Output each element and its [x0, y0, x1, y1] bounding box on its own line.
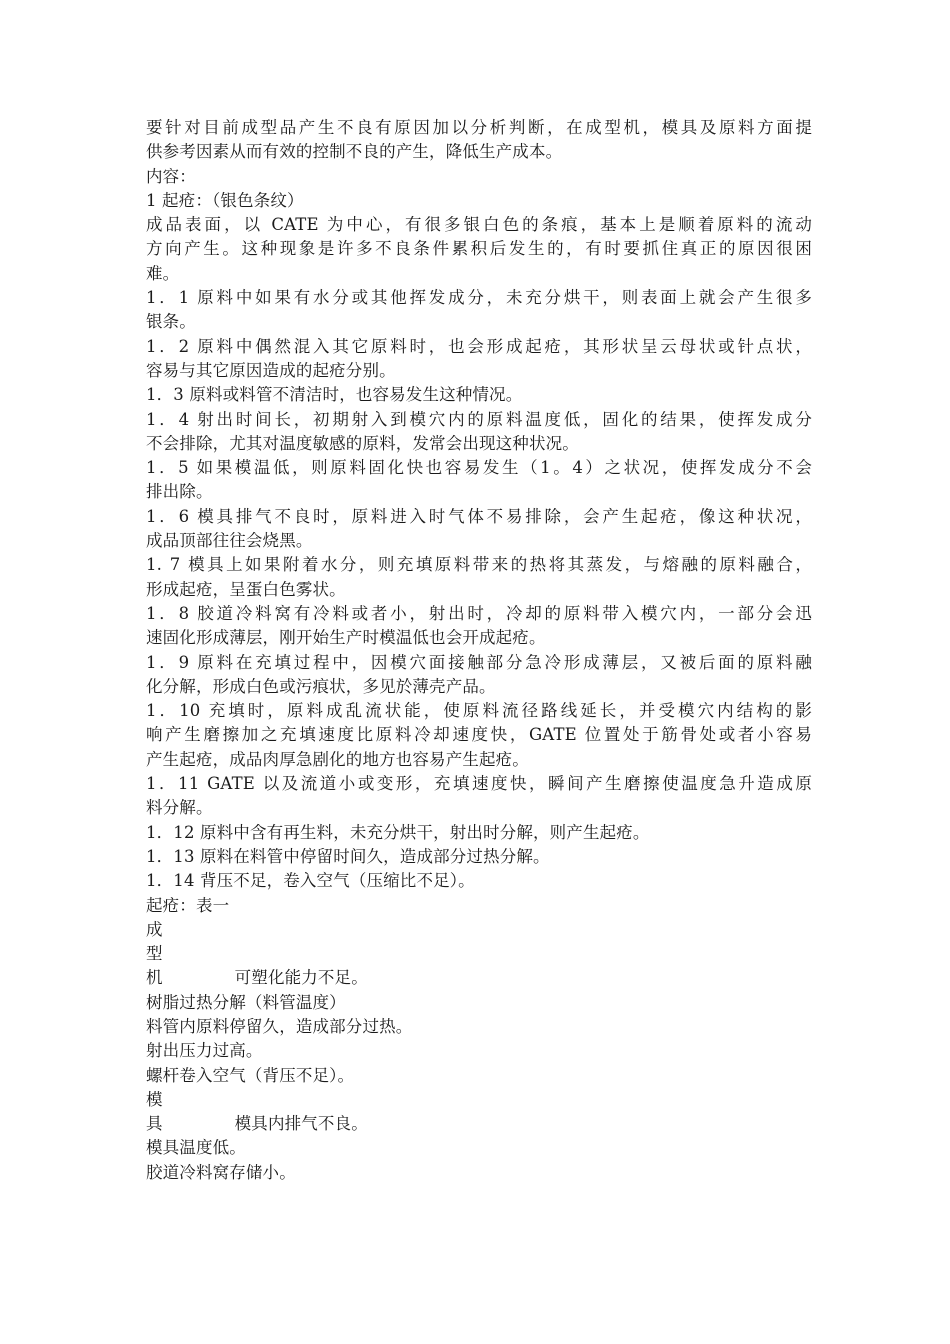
cause-item: 螺杆卷入空气（背压不足）。	[146, 1065, 355, 1085]
mold-row	[146, 1112, 812, 1136]
cause-item: 料管内原料停留久，造成部分过热。	[146, 1016, 413, 1036]
text-line: 容易与其它原因造成的起疮分别。	[146, 360, 396, 380]
text-line: 化分解，形成白色或污痕状，多见於薄壳产品。	[146, 676, 496, 696]
text-line: 1．12 原料中含有再生料，未充分烘干，射出时分解，则产生起疮。	[146, 822, 650, 842]
text-line: 成品顶部往往会烧黑。	[146, 531, 313, 551]
table-title: 起疮：表一	[146, 895, 230, 915]
machine-row	[146, 966, 812, 990]
text-line: 1．5 如果模温低，则原料固化快也容易发生（1。4）之状况，使挥发成分不会	[146, 458, 812, 478]
cause-item: 模具温度低。	[146, 1138, 246, 1158]
text-line: 1．3 原料或料管不清洁时，也容易发生这种情况。	[146, 385, 523, 405]
text-line: 内容：	[146, 166, 196, 186]
text-line: 1．14 背压不足，卷入空气（压缩比不足）。	[146, 871, 475, 891]
text-line: 方向产生。这种现象是许多不良条件累积后发生的，有时要抓住真正的原因很困	[146, 239, 812, 259]
text-line: 难。	[146, 263, 180, 283]
text-line: 形成起疮，呈蛋白色雾状。	[146, 579, 346, 599]
text-line: 供参考因素从而有效的控制不良的产生，降低生产成本。	[146, 142, 563, 162]
text-line: 银条。	[146, 312, 196, 332]
text-line: 成品表面，以 CATE 为中心，有很多银白色的条痕，基本上是顺着原料的流动	[146, 215, 812, 235]
document-page	[146, 116, 812, 1185]
text-line: 1．10 充填时，原料成乱流状能，使原料流径路线延长，并受模穴内结构的影	[146, 701, 812, 721]
category-label-char: 模	[146, 1089, 163, 1109]
category-label-char: 成	[146, 919, 163, 939]
text-line: 1．9 原料在充填过程中，因模穴面接触部分急冷形成薄层，又被后面的原料融	[146, 652, 812, 672]
cause-item: 胶道冷料窝存储小。	[146, 1162, 296, 1182]
text-line: 1．8 胶道冷料窝有冷料或者小，射出时，冷却的原料带入模穴内，一部分会迅	[146, 603, 812, 623]
section-heading: 1 起疮：（银色条纹）	[146, 190, 304, 210]
text-line: 1．6 模具排气不良时，原料进入时气体不易排除，会产生起疮，像这种状况，	[146, 506, 812, 526]
text-line: 料分解。	[146, 798, 213, 818]
text-line: 1. 7 模具上如果附着水分，则充填原料带来的热将其蒸发，与熔融的原料融合，	[146, 555, 812, 575]
text-line: 响产生磨擦加之充填速度比原料冷却速度快，GATE 位置处于筋骨处或者小容易	[146, 725, 812, 745]
text-line: 要针对目前成型品产生不良有原因加以分析判断，在成型机，模具及原料方面提	[146, 118, 812, 137]
cause-item: 树脂过热分解（料管温度）	[146, 992, 346, 1012]
text-line: 排出除。	[146, 482, 213, 502]
cause-item: 射出压力过高。	[146, 1041, 263, 1061]
text-line: 1．13 原料在料管中停留时间久，造成部分过热分解。	[146, 846, 550, 866]
text-line: 1．11 GATE 以及流道小或变形，充填速度快，瞬间产生磨擦使温度急升造成原	[146, 774, 812, 794]
text-line: 1．2 原料中偶然混入其它原料时，也会形成起疮，其形状呈云母状或针点状，	[146, 336, 812, 356]
category-label-char: 具	[146, 1114, 163, 1134]
category-label-char: 机	[146, 968, 163, 988]
text-line: 产生起疮，成品肉厚急剧化的地方也容易产生起疮。	[146, 749, 529, 769]
text-line: 速固化形成薄层，刚开始生产时模温低也会开成起疮。	[146, 628, 546, 648]
cause-item: 模具内排气不良。	[234, 1114, 368, 1134]
category-label-char: 型	[146, 944, 163, 964]
text-line: 不会排除，尤其对温度敏感的原料，发常会出现这种状况。	[146, 433, 579, 453]
text-line: 1．4 射出时间长，初期射入到模穴内的原料温度低，固化的结果，使挥发成分	[146, 409, 812, 429]
text-line: 1．1 原料中如果有水分或其他挥发成分，未充分烘干，则表面上就会产生很多	[146, 288, 812, 308]
cause-item: 可塑化能力不足。	[234, 968, 368, 988]
